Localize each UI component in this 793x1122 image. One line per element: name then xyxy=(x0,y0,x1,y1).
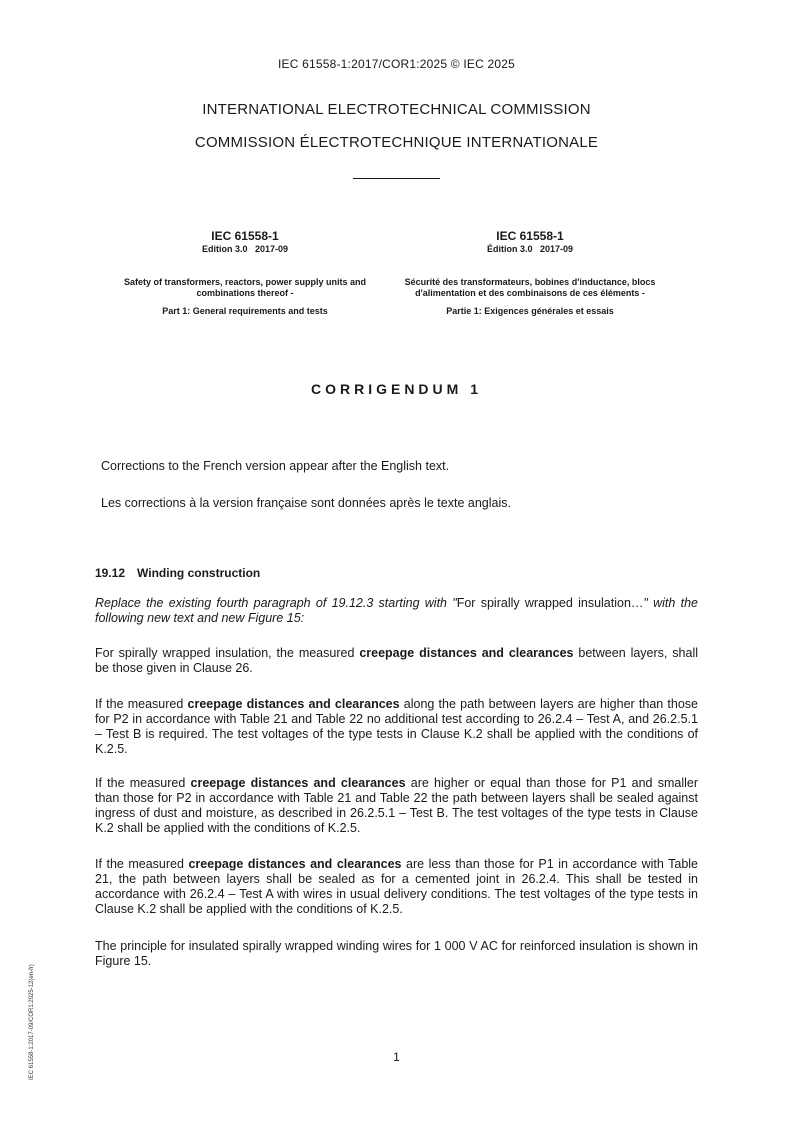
part-fr: Partie 1: Exigences générales et essais xyxy=(446,306,614,316)
paragraph-2 xyxy=(95,697,698,757)
section-heading xyxy=(95,566,260,580)
part-en: Part 1: General requirements and tests xyxy=(162,306,328,316)
p4-text-c: are less than those for P1 in accordance with Table 21, the path between layers shall be sealed as for a cemented joint in 26.2.4. This shall be tested in accordance with 26.2.4 – Test A with wires in usual delivery conditions. The test voltages of the type tests in Clause K.2 shall be applied with the conditions of K.2.5. xyxy=(95,857,698,916)
header-divider xyxy=(353,178,440,179)
organization-name-en: INTERNATIONAL ELECTROTECHNICAL COMMISSION xyxy=(202,101,591,118)
section-number: 19.12 xyxy=(95,566,126,580)
p2-term: creepage distances and clearances xyxy=(187,697,400,711)
p3-text-a: If the measured xyxy=(95,776,191,790)
paragraph-1 xyxy=(95,646,698,676)
p4-term: creepage distances and clearances xyxy=(188,857,402,871)
instruction-quoted: For spirally wrapped insulation… xyxy=(456,596,644,610)
paragraph-3 xyxy=(95,776,698,836)
note-french: Les corrections à la version française sont données après le texte anglais. xyxy=(101,496,511,510)
title-en: Safety of transformers, reactors, power supply units and combinations thereof - xyxy=(123,277,367,298)
note-english: Corrections to the French version appear after the English text. xyxy=(101,459,450,473)
p3-text-c: are higher or equal than those for P1 and smaller than those for P2 in accordance with Table 21 and Table 22 the path between layers shall be sealed against ingress of dust and moisture, as described in 26.2.5.1 – Test B. The test voltages of the type tests in Clause K.2 shall be applied with the conditions of K.2.5. xyxy=(95,776,698,835)
french-title-block xyxy=(380,229,680,317)
p1-text-c: between layers, shall be those given in Clause 26. xyxy=(95,646,699,675)
side-reference: IEC 61558-1:2017-09/COR1:2025-12(en-fr) xyxy=(29,964,35,1080)
p2-text-c: along the path between layers are higher than those for P2 in accordance with Table 21 and Table 22 no additional test according to 26.2.4 – Test A, and 26.2.5.1 – Test B is required. The test voltages of the type tests in Clause K.2 shall be applied with the conditions of K.2.5. xyxy=(95,697,699,756)
edition-en: Edition 3.0 2017-09 xyxy=(201,244,289,254)
p3-term: creepage distances and clearances xyxy=(190,776,406,790)
instruction-paragraph xyxy=(95,596,698,626)
standard-number-fr: IEC 61558-1 xyxy=(496,229,564,243)
english-title-block xyxy=(95,229,395,317)
document-reference: IEC 61558-1:2017/COR1:2025 © IEC 2025 xyxy=(277,57,516,71)
section-title: Winding construction xyxy=(137,566,261,580)
title-fr: Sécurité des transformateurs, bobines d'inductance, blocs d'alimentation et des combinaisons de ces éléments - xyxy=(404,277,656,298)
p4-text-a: If the measured xyxy=(95,857,189,871)
standard-number-en: IEC 61558-1 xyxy=(211,229,279,243)
page-number: 1 xyxy=(393,1050,400,1064)
paragraph-4 xyxy=(95,857,698,917)
organization-name-fr: COMMISSION ÉLECTROTECHNIQUE INTERNATIONALE xyxy=(194,134,599,151)
p1-term: creepage distances and clearances xyxy=(359,646,574,660)
paragraph-5: The principle for insulated spirally wrapped winding wires for 1 000 V AC for reinforced insulation is shown in Figure 15. xyxy=(95,939,698,968)
p1-text-a: For spirally wrapped insulation, the measured xyxy=(95,646,360,660)
p2-text-a: If the measured xyxy=(95,697,188,711)
instruction-italic-end: " with the following new text and new Figure 15: xyxy=(95,596,698,625)
instruction-italic: Replace the existing fourth paragraph of 19.12.3 starting with " xyxy=(95,596,457,610)
corrigendum-heading: CORRIGENDUM 1 xyxy=(310,381,482,397)
edition-fr: Édition 3.0 2017-09 xyxy=(486,244,574,254)
